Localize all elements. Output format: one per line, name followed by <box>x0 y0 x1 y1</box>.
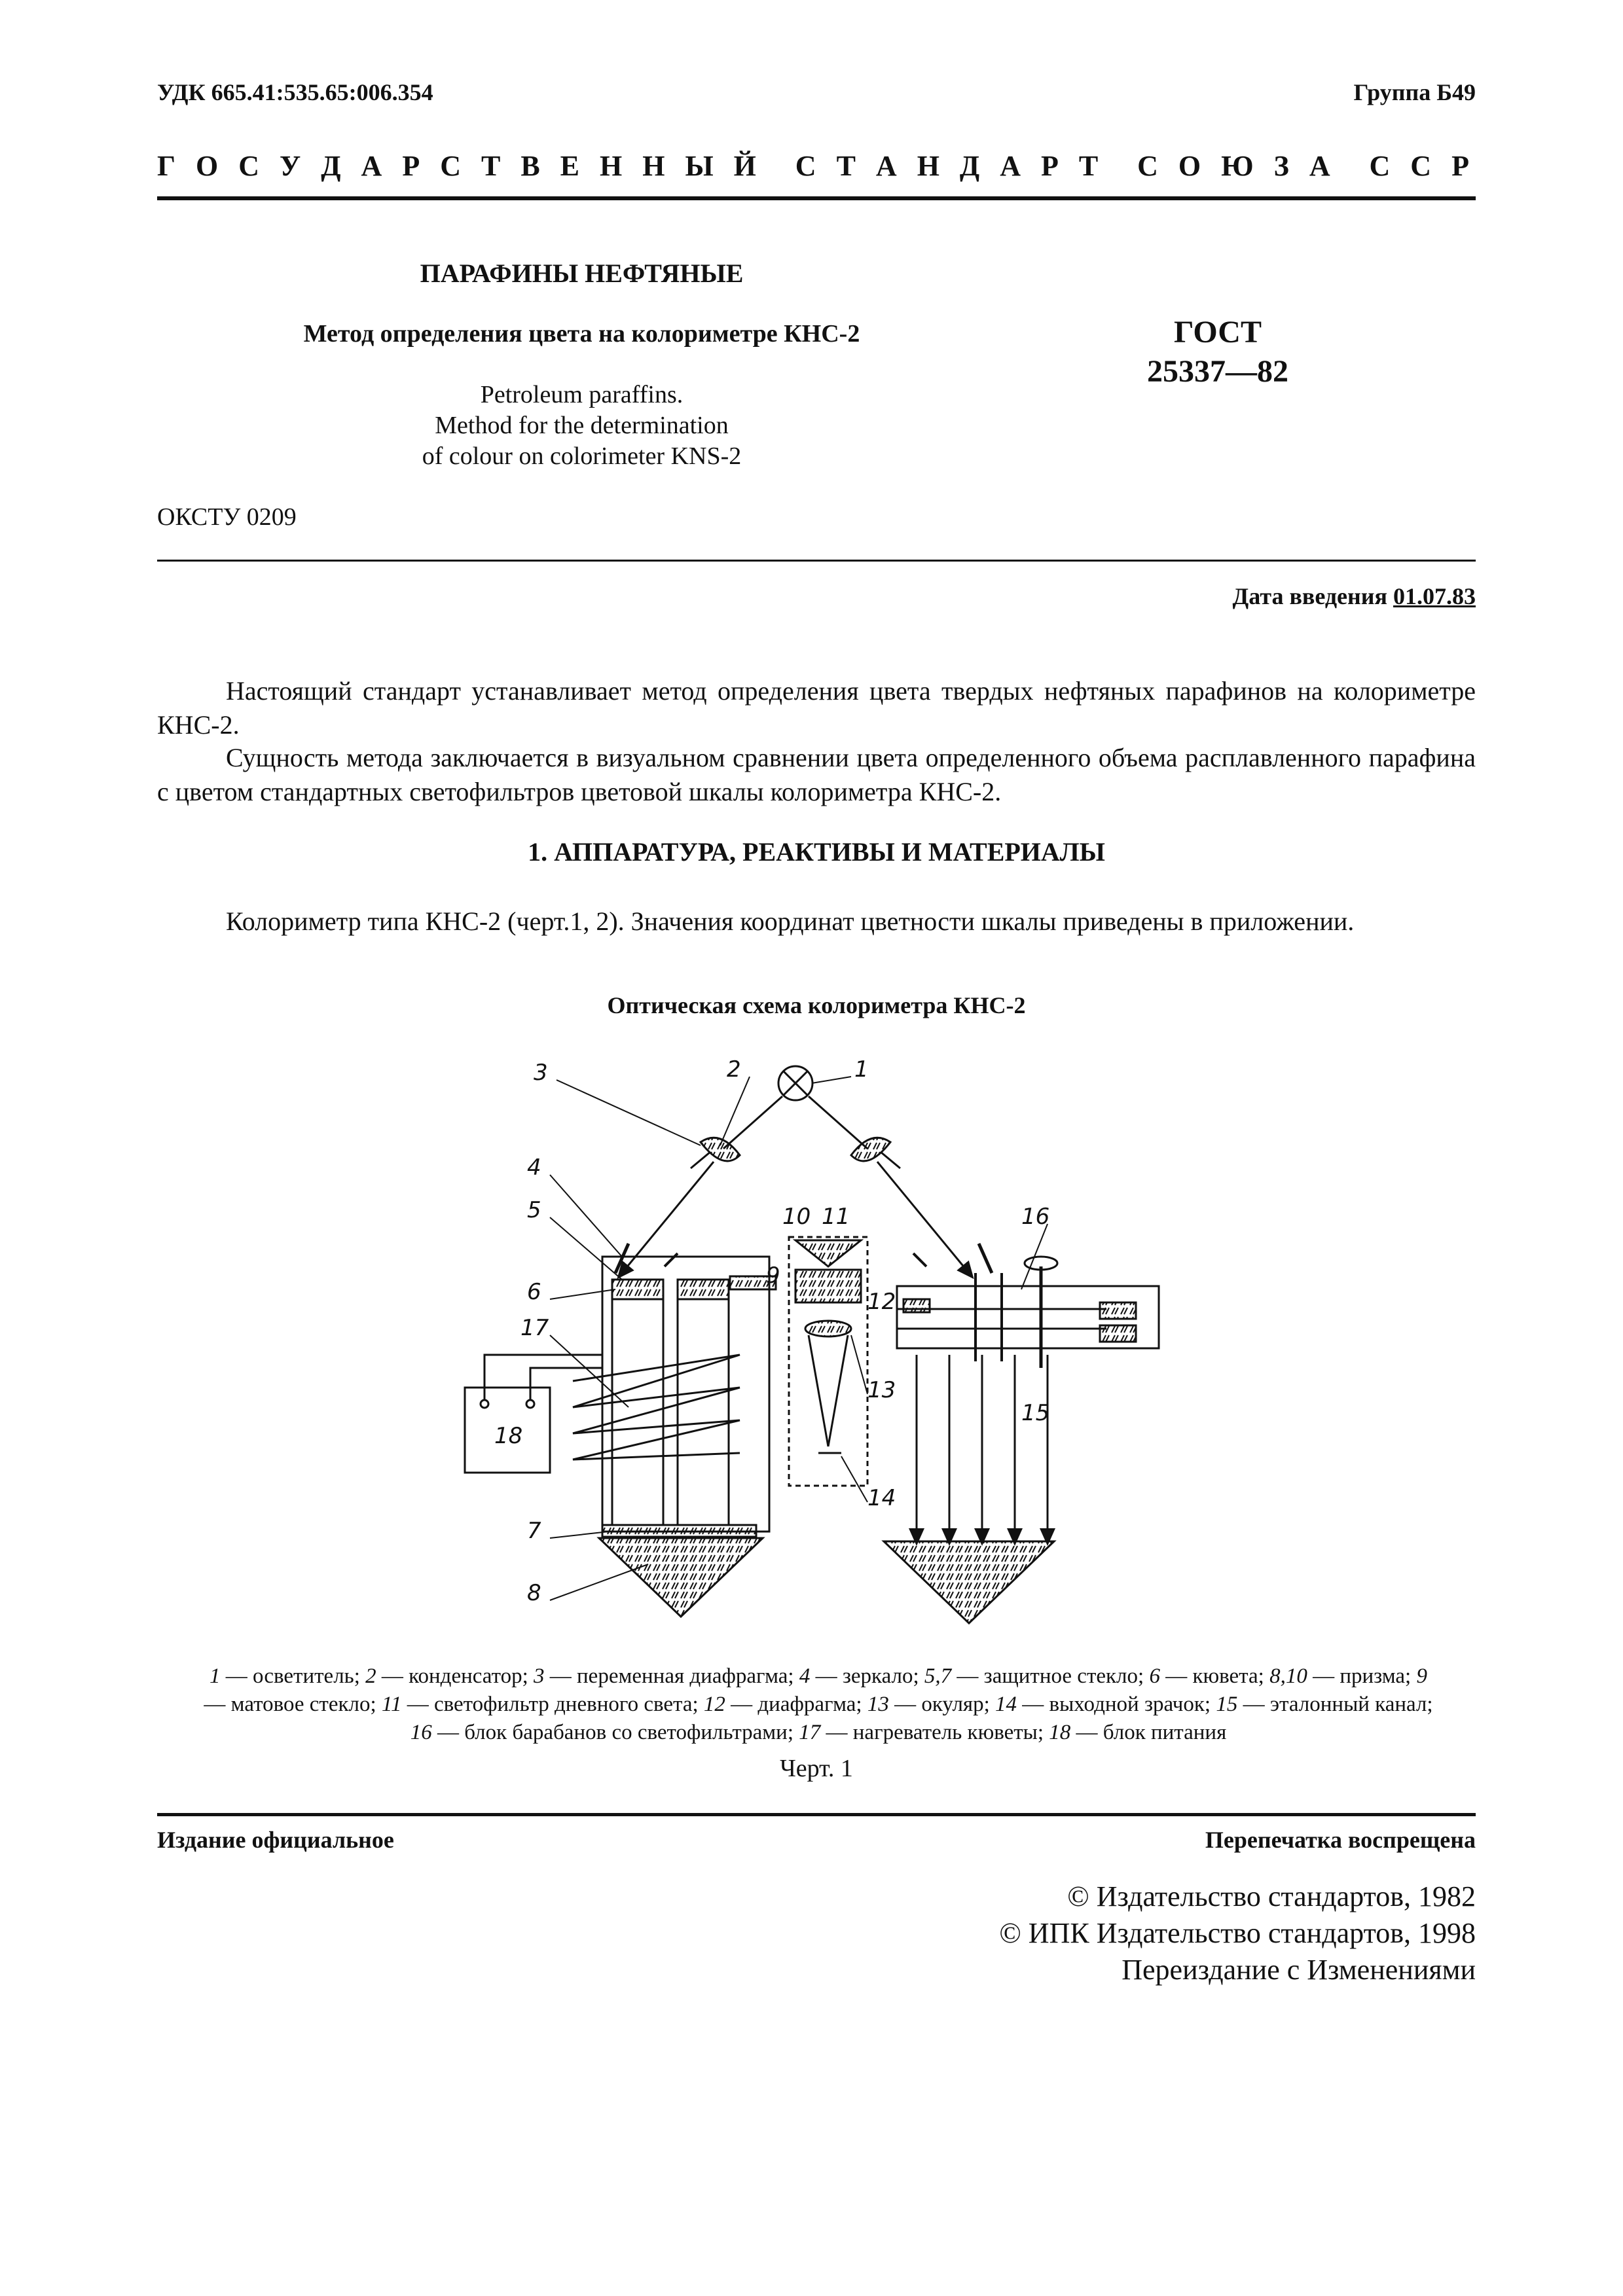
figure-legend <box>196 1662 1440 1747</box>
reprint-prohibited: Перепечатка воспрещена <box>1205 1827 1476 1853</box>
legend-number: 3 <box>534 1664 545 1688</box>
legend-item: 15 — эталонный канал; <box>1216 1693 1433 1716</box>
legend-item: 5,7 — защитное стекло; <box>924 1664 1150 1688</box>
callout-3: 3 <box>534 1060 548 1086</box>
title-rule <box>157 560 1476 562</box>
group-code: Группа Б49 <box>1353 79 1476 105</box>
callout-13: 13 <box>867 1377 896 1403</box>
legend-item: 17 — нагреватель кюветы; <box>799 1721 1049 1744</box>
legend-item: 2 — конденсатор; <box>365 1664 534 1688</box>
prism-left <box>599 1538 763 1617</box>
mirror-right <box>979 1244 992 1273</box>
paragraph-essence: Сущность метода заключается в визуальном сравнении цвета определенного объема расплавленного парафина с цветом стандартных светофильтров цветовой шкалы колориметра КНС-2. <box>157 743 1476 806</box>
legend-number: 16 <box>410 1721 432 1744</box>
legend-number: 8,10 <box>1269 1664 1307 1688</box>
legend-number: 13 <box>867 1693 889 1716</box>
paragraph-apparatus: Колориметр типа КНС-2 (черт.1, 2). Значения координат цветности шкалы приведены в приложении. <box>226 906 1355 936</box>
intro-date-label: Дата введения <box>1232 583 1387 609</box>
beam-right-lower <box>877 1162 969 1273</box>
footer-rule <box>157 1813 1476 1816</box>
banner-word: С О Ю З А <box>1137 150 1337 182</box>
callout-10: 10 <box>782 1204 811 1230</box>
legend-number: 5,7 <box>924 1664 952 1688</box>
banner-word: С С Р <box>1369 150 1476 182</box>
english-title <box>157 380 1006 472</box>
illuminator <box>778 1066 812 1100</box>
callout-8: 8 <box>527 1580 541 1606</box>
legend-item: 14 — выходной зрачок; <box>995 1693 1216 1716</box>
prism-right <box>884 1541 1054 1623</box>
section-heading: 1. АППАРАТУРА, РЕАКТИВЫ И МАТЕРИАЛЫ <box>528 837 1105 867</box>
svg-text:18: 18 <box>494 1423 523 1449</box>
figure-title: Оптическая схема колориметра КНС-2 <box>607 992 1026 1018</box>
english-title-line: of colour on colorimeter KNS-2 <box>422 442 742 470</box>
legend-item: 8,10 — призма; <box>1269 1664 1417 1688</box>
legend-number: 4 <box>799 1664 811 1688</box>
diaphragm-right <box>881 1152 900 1168</box>
callout-4: 4 <box>527 1155 541 1181</box>
protective-glass <box>602 1525 756 1537</box>
legend-number: 18 <box>1049 1721 1071 1744</box>
legend-item: 4 — зеркало; <box>799 1664 924 1688</box>
legend-item: 12 — диафрагма; <box>703 1693 867 1716</box>
callout-7: 7 <box>527 1518 541 1544</box>
gost-number: 25337—82 <box>1147 354 1288 389</box>
callout-16: 16 <box>1021 1204 1050 1230</box>
udk-code: УДК 665.41:535.65:006.354 <box>157 79 433 105</box>
legend-item: 13 — окуляр; <box>867 1693 996 1716</box>
legend-item: 11 — светофильтр дневного света; <box>381 1693 704 1716</box>
callout-9: 9 <box>766 1263 780 1289</box>
matte-glass <box>795 1270 861 1302</box>
eyepiece <box>805 1321 851 1336</box>
okstu-code: ОКСТУ 0209 <box>157 503 297 531</box>
legend-item: 1 — осветитель; <box>210 1664 366 1688</box>
legend-number: 14 <box>995 1693 1017 1716</box>
condenser-right <box>851 1138 890 1161</box>
callout-11: 11 <box>822 1204 850 1230</box>
paragraph-intro: Настоящий стандарт устанавливает метод определения цвета твердых нефтяных парафинов на колориметре КНС-2. <box>157 676 1476 740</box>
prism-center <box>795 1240 861 1266</box>
figure-caption: Черт. 1 <box>780 1755 853 1782</box>
callout-2: 2 <box>727 1056 741 1083</box>
copyright-block <box>999 1878 1476 1988</box>
diaphragm-left <box>691 1152 710 1168</box>
legend-item: 16 — блок барабанов со светофильтрами; <box>410 1721 799 1744</box>
callout-1: 1 <box>854 1056 869 1083</box>
callout-17: 17 <box>520 1315 549 1341</box>
intro-date-value: 01.07.83 <box>1393 583 1476 609</box>
english-title-line: Method for the determination <box>435 412 729 439</box>
callout-14: 14 <box>867 1485 896 1511</box>
copyright-line: Переиздание с Изменениями <box>1122 1954 1476 1986</box>
legend-item: 18 — блок питания <box>1049 1721 1227 1744</box>
legend-number: 2 <box>365 1664 376 1688</box>
document-subtitle: Метод определения цвета на колориметре КНС-2 <box>303 320 860 348</box>
document-title: ПАРАФИНЫ НЕФТЯНЫЕ <box>420 259 744 288</box>
header-rule <box>157 196 1476 200</box>
legend-number: 6 <box>1149 1664 1160 1688</box>
gost-label: ГОСТ <box>1174 315 1262 350</box>
legend-number: 15 <box>1216 1693 1238 1716</box>
legend-number: 1 <box>210 1664 221 1688</box>
cuvette-heater <box>573 1355 740 1460</box>
banner-word: С Т А Н Д А Р Т <box>795 150 1105 182</box>
gost-designation <box>1139 313 1296 391</box>
legend-item: 3 — переменная диафрагма; <box>534 1664 799 1688</box>
copyright-line: © ИПК Издательство стандартов, 1998 <box>999 1917 1476 1949</box>
callout-15: 15 <box>1021 1400 1050 1426</box>
beam-left <box>723 1096 782 1149</box>
legend-number: 12 <box>703 1693 725 1716</box>
intro-date <box>1233 583 1476 610</box>
standard-banner <box>157 149 1476 183</box>
callout-12: 12 <box>867 1289 896 1315</box>
beam-right <box>809 1096 867 1149</box>
legend-item: 6 — кювета; <box>1149 1664 1270 1688</box>
callout-6: 6 <box>527 1279 541 1305</box>
english-title-line: Petroleum paraffins. <box>480 381 684 408</box>
official-edition: Издание официальное <box>157 1827 394 1853</box>
optical-scheme-diagram <box>432 1041 1185 1649</box>
legend-number: 11 <box>381 1693 402 1716</box>
legend-item: 9 — матовое стекло; <box>204 1664 1427 1716</box>
legend-number: 17 <box>799 1721 821 1744</box>
copyright-line: © Издательство стандартов, 1982 <box>1067 1880 1476 1912</box>
banner-word: Г О С У Д А Р С Т В Е Н Н Ы Й <box>157 150 763 182</box>
legend-number: 9 <box>1416 1664 1427 1688</box>
condenser-left <box>701 1138 740 1161</box>
callout-5: 5 <box>527 1197 541 1223</box>
